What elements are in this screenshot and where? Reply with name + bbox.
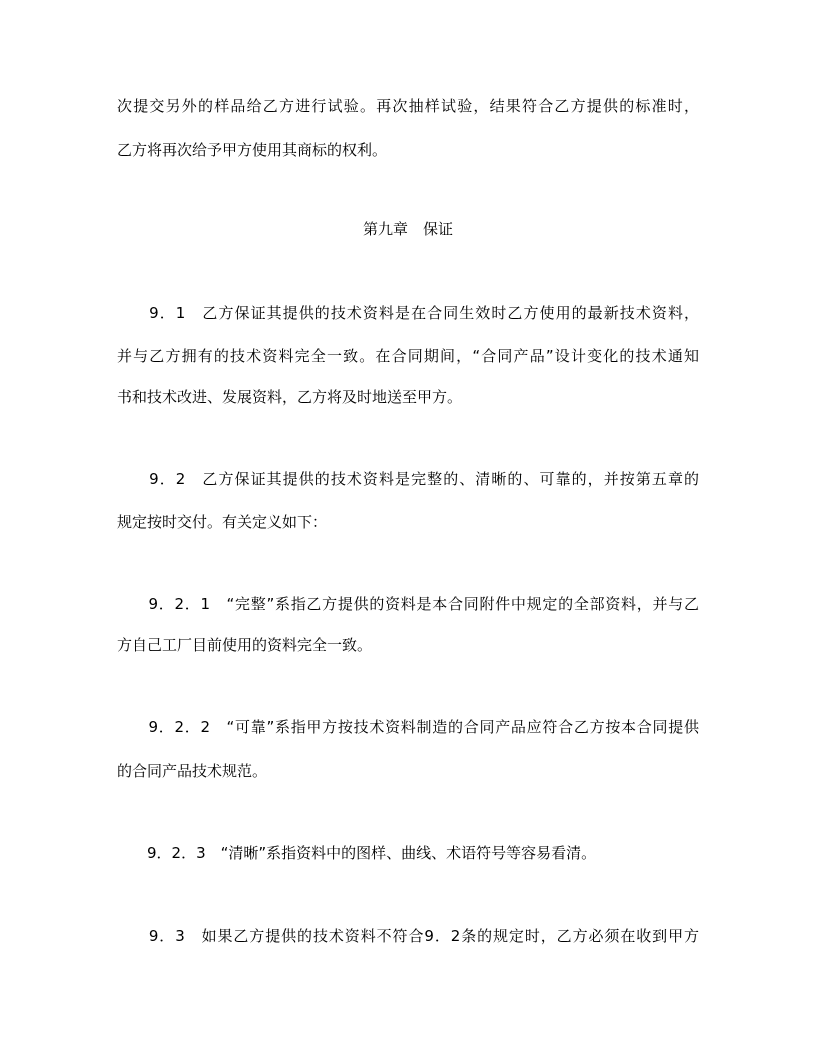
clause-9-2-1-line-2: 方自己工厂目前使用的资料完全一致。 (117, 636, 373, 654)
intro-line-2: 乙方将再次给予甲方使用其商标的权利。 (117, 141, 388, 159)
chapter-title: 第九章 保证 (362, 220, 453, 238)
clause-9-3-line-1: 9．3 如果乙方提供的技术资料不符合9．2条的规定时，乙方必须在收到甲方 (117, 927, 699, 945)
clause-9-1-line-1: 9．1 乙方保证其提供的技术资料是在合同生效时乙方使用的最新技术资料， (117, 304, 699, 322)
clause-9-2-line-2: 规定按时交付。有关定义如下： (117, 513, 328, 531)
clause-9-2-1-line-1: 9．2．1 “完整”系指乙方提供的资料是本合同附件中规定的全部资料，并与乙 (117, 595, 699, 613)
clause-9-2-3-line-1: 9．2．3 “清晰”系指资料中的图样、曲线、术语符号等容易看清。 (117, 844, 597, 862)
intro-line-1: 次提交另外的样品给乙方进行试验。再次抽样试验，结果符合乙方提供的标准时， (117, 97, 699, 115)
clause-9-2-2-line-2: 的合同产品技术规范。 (117, 762, 268, 780)
clause-9-2-2-line-1: 9．2．2 “可靠”系指甲方按技术资料制造的合同产品应符合乙方按本合同提供 (117, 718, 699, 736)
clause-9-2-line-1: 9．2 乙方保证其提供的技术资料是完整的、清晰的、可靠的，并按第五章的 (117, 470, 699, 488)
clause-9-1-line-3: 书和技术改进、发展资料，乙方将及时地送至甲方。 (117, 388, 463, 406)
clause-9-1-line-2: 并与乙方拥有的技术资料完全一致。在合同期间，“合同产品”设计变化的技术通知 (117, 347, 699, 365)
